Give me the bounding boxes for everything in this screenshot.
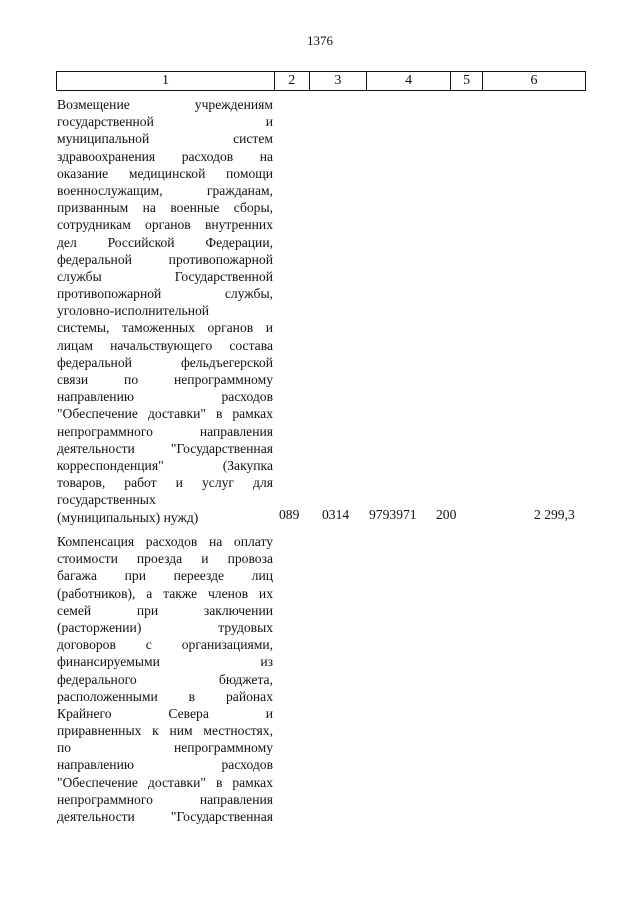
description-line: противопожарной службы, <box>57 286 273 302</box>
description-line: государственной и <box>57 114 273 130</box>
description-line: корреспонденция" (Закупка <box>57 457 273 473</box>
description-line: службы Государственной <box>57 268 273 284</box>
description-line: направлению расходов <box>57 389 273 405</box>
description-line: финансируемыми из <box>57 654 273 670</box>
description-line: деятельности "Государственная <box>57 440 273 456</box>
header-col-4: 4 <box>367 72 451 90</box>
description-line: федеральной противопожарной <box>57 251 273 267</box>
row-1-section-code: 0314 <box>322 507 350 522</box>
description-line: расположенными в районах <box>57 688 273 704</box>
description-line: лицам начальствующего состава <box>57 337 273 353</box>
description-line: государственных <box>57 492 156 508</box>
page-number: 1376 <box>307 33 333 48</box>
description-line: Крайнего Севера и <box>57 705 273 721</box>
header-col-5: 5 <box>451 72 483 90</box>
description-line: по непрограммному <box>57 740 273 756</box>
description-line: непрограммного направления <box>57 423 273 439</box>
description-line: дел Российской Федерации, <box>57 234 273 250</box>
table-header-row <box>56 71 586 91</box>
header-col-2: 2 <box>275 72 310 90</box>
description-line: "Обеспечение доставки" в рамках <box>57 774 273 790</box>
row-1-description <box>57 96 273 526</box>
description-line: (работников), а также членов их <box>57 585 273 601</box>
description-line: федеральной фельдъегерской <box>57 354 273 370</box>
description-line: призванным на военные сборы, <box>57 200 273 216</box>
header-col-1: 1 <box>57 72 275 90</box>
description-line: договоров с организациями, <box>57 637 273 653</box>
description-line: приравненных к ним местностях, <box>57 723 273 739</box>
description-line: связи по непрограммному <box>57 372 273 387</box>
description-line: Компенсация расходов на оплату <box>57 534 273 549</box>
description-line: федерального бюджета, <box>57 671 273 687</box>
header-col-6: 6 <box>530 73 538 88</box>
description-line: багажа при переезде лиц <box>57 568 273 584</box>
description-line: стоимости проезда и провоза <box>57 551 273 567</box>
description-line: оказание медицинской помощи <box>57 165 273 181</box>
row-2-description <box>57 533 273 825</box>
description-line: муниципальной систем <box>57 131 273 147</box>
description-line: (муниципальных) нужд) <box>57 509 199 525</box>
description-line: деятельности "Государственная <box>57 809 273 824</box>
row-1-target-code: 9793971 <box>369 507 417 522</box>
description-line: Возмещение учреждениям <box>57 97 273 112</box>
description-line: направлению расходов <box>57 757 273 773</box>
row-1-expense-type: 200 <box>436 507 457 522</box>
header-col-3: 3 <box>310 72 367 90</box>
description-line: (расторжении) трудовых <box>57 619 273 635</box>
row-1-ministry-code: 089 <box>279 507 300 522</box>
row-1-amount: 2 299,3 <box>534 507 575 522</box>
description-line: "Обеспечение доставки" в рамках <box>57 406 273 422</box>
description-line: сотрудникам органов внутренних <box>57 217 273 233</box>
description-line: семей при заключении <box>57 602 273 618</box>
description-line: системы, таможенных органов и <box>57 320 273 336</box>
description-line: здравоохранения расходов на <box>57 148 273 164</box>
description-line: военнослужащим, гражданам, <box>57 182 273 198</box>
description-line: товаров, работ и услуг для <box>57 475 273 491</box>
description-line: уголовно-исполнительной <box>57 303 210 319</box>
description-line: непрограммного направления <box>57 791 273 807</box>
